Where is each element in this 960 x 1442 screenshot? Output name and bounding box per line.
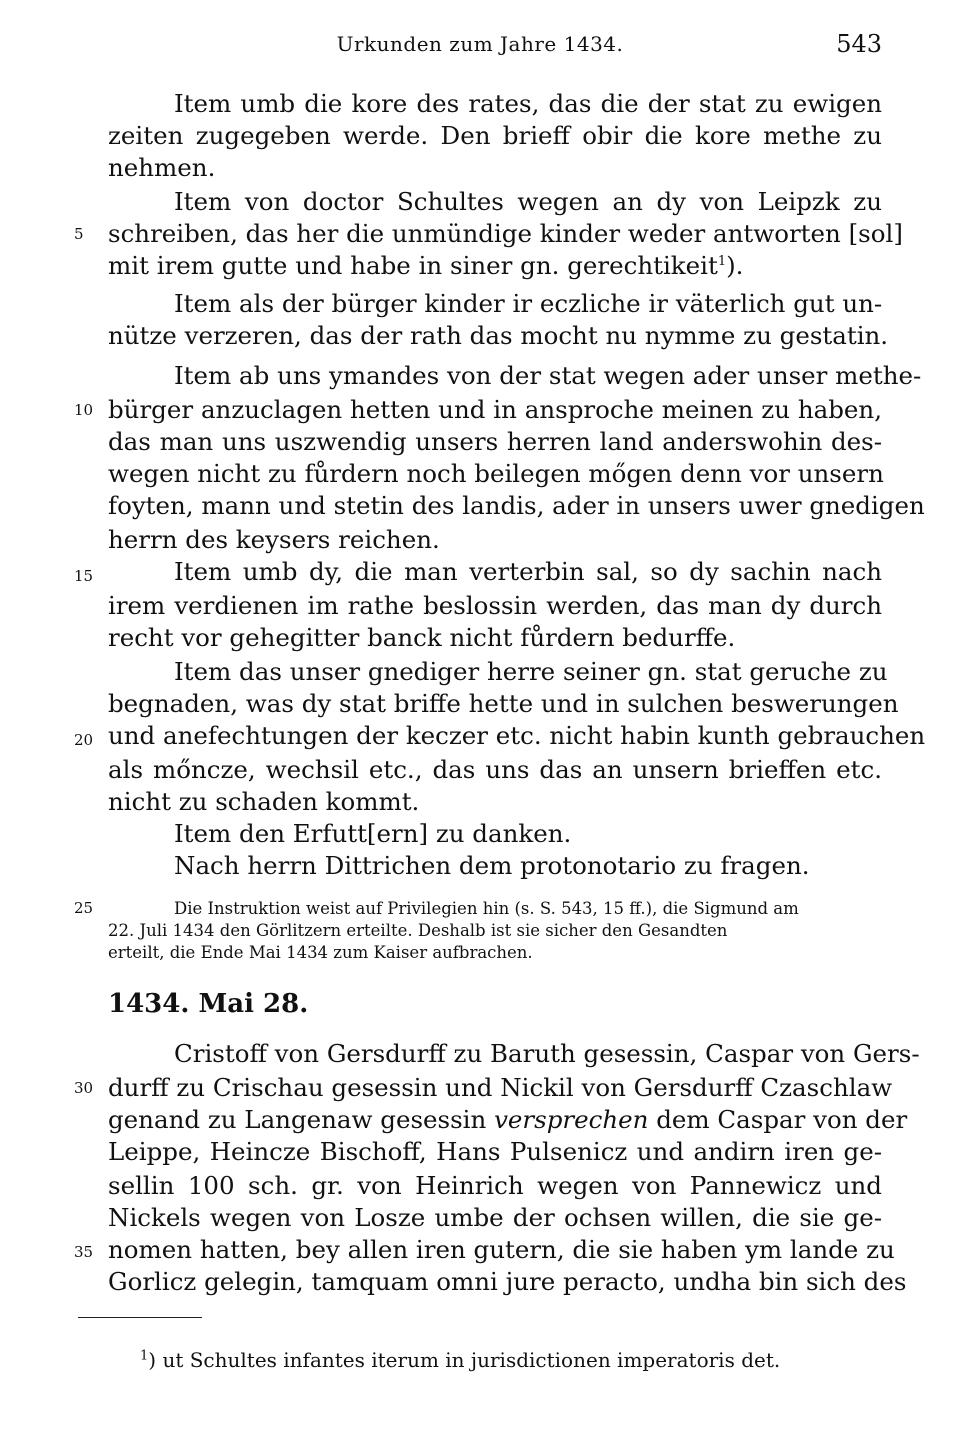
text-line: nütze verzeren, das der rath das mocht nu nymme zu gestatin. [108,321,889,350]
text-line: Item das unser gnediger herre seiner gn. stat geruche zu [174,657,888,686]
text-line-tail: ). [726,251,744,280]
text-line: Nach herrn Dittrichen dem protonotario zu fragen. [174,851,810,880]
line-number: 5 [74,225,84,243]
footnote-rule [78,1317,202,1318]
footnote [140,1346,780,1374]
text-line: durff zu Crischau gesessin und Nickil von Gersdurff Czaschlaw [108,1073,893,1102]
text-line: schreiben, das her die unmündige kinder weder antworten [sol] [108,219,903,248]
text-line: Nickels wegen von Losze umbe der ochsen willen, die sie ge- [108,1203,882,1232]
text-line: zeiten zugegeben werde. Den brieff obir die kore methe zu [108,121,882,150]
text-line: nehmen. [108,153,216,182]
text-line: irem verdienen im rathe beslossin werden, das man dy durch [108,591,882,620]
text-line: nicht zu schaden kommt. [108,787,420,816]
text-line [108,250,882,282]
text-line: Cristoff von Gersdurff zu Baruth gesessin, Caspar von Gers- [174,1039,920,1068]
running-title: Urkunden zum Jahre 1434. [336,32,624,56]
footnote-text: ) ut Schultes infantes iterum in jurisdictionen imperatoris det. [148,1348,781,1372]
page-number: 543 [836,30,882,58]
text-line: Item umb die kore des rates, das die der stat zu ewigen [174,89,882,118]
text-line: Item umb dy, die man verterbin sal, so dy sachin nach [174,557,882,586]
text-line: das man uns uszwendig unsers herren land anderswohin des- [108,427,882,456]
text-line [108,1104,908,1136]
note-line: Die Instruktion weist auf Privilegien hin (s. S. 543, 15 ff.), die Sigmund am [174,899,799,918]
text-line: recht vor gehegitter banck nicht fůrdern bedurffe. [108,623,736,652]
line-number: 25 [74,899,94,917]
text-line: sellin 100 sch. gr. von Heinrich wegen von Pannewicz und [108,1171,882,1200]
text-line: nomen hatten, bey allen iren gutern, die sie haben ym lande zu [108,1235,895,1264]
note-line: 22. Juli 1434 den Görlitzern erteilte. Deshalb ist sie sicher den Gesandten [108,921,728,940]
text-line: und anefechtungen der keczer etc. nicht habin kunth gebrauchen [108,721,926,750]
entry-heading: 1434. Mai 28. [108,989,309,1019]
text-line-body: mit irem gutte und habe in siner gn. gerechtikeit [108,251,718,280]
line-number: 35 [74,1243,94,1261]
text-segment: dem Caspar von der [656,1105,908,1134]
footnote-mark: 1 [717,253,727,269]
text-line: bürger anzuclagen hetten und in ansproche meinen zu haben, [108,395,882,424]
footnote-mark: 1 [140,1348,149,1364]
note-line: erteilt, die Ende Mai 1434 zum Kaiser aufbrachen. [108,943,533,962]
line-number: 20 [74,731,94,749]
line-number: 10 [74,401,94,419]
text-line: Gorlicz gelegin, tamquam omni jure peracto, undha bin sich des [108,1267,907,1296]
line-number: 30 [74,1079,94,1097]
text-line: Item ab uns ymandes von der stat wegen ader unser methe- [174,361,922,390]
text-line: Item als der bürger kinder ir eczliche ir väterlich gut un- [174,289,883,318]
text-line: Leippe, Heincze Bischoff, Hans Pulsenicz und andirn iren ge- [108,1137,882,1166]
text-line: Item von doctor Schultes wegen an dy von Leipzk zu [174,187,882,216]
line-number: 15 [74,567,94,585]
text-line: herrn des keysers reichen. [108,525,440,554]
text-line: foyten, mann und stetin des landis, ader in unsers uwer gnedigen [108,491,925,520]
text-line: wegen nicht zu fůrdern noch beilegen mőgen denn vor unsern [108,459,884,488]
text-line: als mőncze, wechsil etc., das uns das an unsern brieffen etc. [108,755,882,784]
text-segment: genand zu Langenaw gesessin [108,1105,487,1134]
text-line: begnaden, was dy stat briffe hette und in sulchen beswerungen [108,689,899,718]
text-line: Item den Erfutt[ern] zu danken. [174,819,572,848]
italic-verb: versprechen [494,1105,649,1134]
